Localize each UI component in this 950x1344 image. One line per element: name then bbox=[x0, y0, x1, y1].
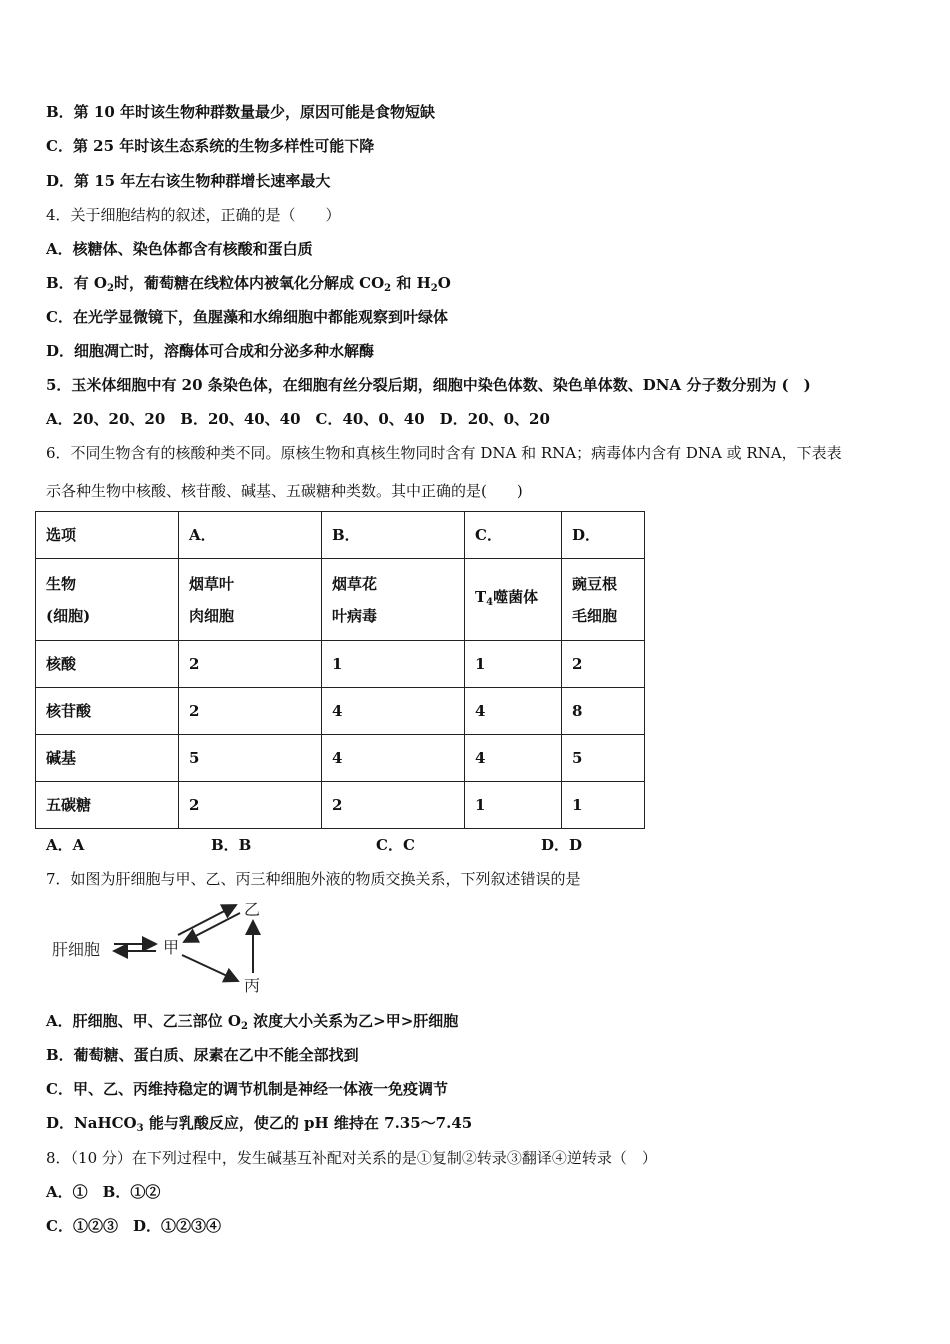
q4-stem: 4．关于细胞结构的叙述，正确的是（ ） bbox=[46, 206, 341, 224]
table-cell: 4 bbox=[465, 688, 562, 735]
table-row bbox=[36, 735, 645, 782]
table-cell: 选项 bbox=[36, 512, 179, 559]
q7-option-a bbox=[46, 1011, 458, 1037]
table-cell: 2 bbox=[562, 641, 645, 688]
subscript: 2 bbox=[106, 283, 114, 294]
cell-line: 豌豆根 bbox=[572, 574, 618, 593]
q7-stem: 7．如图为肝细胞与甲、乙、丙三种细胞外液的物质交换关系，下列叙述错误的是 bbox=[46, 870, 581, 888]
table-cell: 1 bbox=[562, 782, 645, 829]
table-cell: 核酸 bbox=[36, 641, 179, 688]
table-cell: 核苷酸 bbox=[36, 688, 179, 735]
label-liver-cell: 肝细胞 bbox=[52, 940, 101, 959]
cell-line: 烟草叶 bbox=[189, 574, 235, 593]
q6-stem-line1: 6．不同生物含有的核酸种类不同。原核生物和真核生物同时含有 DNA 和 RNA；病毒体内含有 DNA 或 RNA，下表表 bbox=[46, 444, 842, 462]
q4-option-c: C．在光学显微镜下，鱼腥藻和水绵细胞中都能观察到叶绿体 bbox=[46, 308, 448, 326]
text-part: 噬菌体 bbox=[493, 587, 539, 606]
subscript: 2 bbox=[430, 283, 438, 294]
text-part: 和 H bbox=[391, 274, 431, 292]
table-cell bbox=[562, 559, 645, 641]
q5-stem: 5．玉米体细胞中有 20 条染色体，在细胞有丝分裂后期，细胞中染色体数、染色单体数、DNA 分子数分别为 ( ) bbox=[46, 376, 811, 394]
q3-option-b: B．第 10 年时该生物种群数量最少，原因可能是食物短缺 bbox=[46, 103, 435, 121]
q6-option-c: C．C bbox=[376, 836, 415, 854]
q6-option-a: A．A bbox=[46, 836, 85, 854]
cell-line: (细胞) bbox=[46, 606, 91, 625]
table-cell: 4 bbox=[465, 735, 562, 782]
table-cell: B． bbox=[322, 512, 465, 559]
fluid-exchange-diagram bbox=[50, 895, 280, 1000]
text-part: B．有 O bbox=[46, 274, 107, 292]
table-cell: 2 bbox=[322, 782, 465, 829]
table-cell bbox=[179, 559, 322, 641]
q7-option-d bbox=[46, 1113, 472, 1139]
table-cell: 4 bbox=[322, 735, 465, 782]
table-row bbox=[36, 641, 645, 688]
q8-options-line2: C．①②③ D．①②③④ bbox=[46, 1217, 221, 1235]
table-cell: 5 bbox=[179, 735, 322, 782]
cell-line: 肉细胞 bbox=[189, 606, 235, 625]
table-row bbox=[36, 782, 645, 829]
text-part: 浓度大小关系为乙>甲>肝细胞 bbox=[247, 1012, 459, 1030]
q7-option-c: C．甲、乙、丙维持稳定的调节机制是神经一体液一免疫调节 bbox=[46, 1080, 448, 1098]
table-cell: 1 bbox=[465, 782, 562, 829]
table-row bbox=[36, 688, 645, 735]
table-cell: 1 bbox=[322, 641, 465, 688]
cell-line: 烟草花 bbox=[332, 574, 378, 593]
table-cell bbox=[322, 559, 465, 641]
table-cell: 2 bbox=[179, 641, 322, 688]
q4-option-a: A．核糖体、染色体都含有核酸和蛋白质 bbox=[46, 240, 313, 258]
subscript: 2 bbox=[384, 283, 392, 294]
arrow-jia-to-bing bbox=[182, 955, 238, 981]
subscript: 4 bbox=[486, 596, 494, 608]
q8-options-line1: A．① B．①② bbox=[46, 1183, 161, 1201]
text-part: 能与乳酸反应，使乙的 pH 维持在 7.35～7.45 bbox=[143, 1114, 473, 1132]
q8-stem: 8．（10 分）在下列过程中，发生碱基互补配对关系的是①复制②转录③翻译④逆转录（ ） bbox=[46, 1149, 657, 1167]
text-part: D．NaHCO bbox=[46, 1114, 137, 1132]
table-cell: 1 bbox=[465, 641, 562, 688]
cell-line: 生物 bbox=[46, 574, 77, 593]
text-part: 时，葡萄糖在线粒体内被氧化分解成 CO bbox=[113, 274, 385, 292]
text-part: T bbox=[475, 587, 487, 606]
q3-option-c: C．第 25 年时该生态系统的生物多样性可能下降 bbox=[46, 137, 375, 155]
table-row-organism bbox=[36, 559, 645, 641]
label-bing: 丙 bbox=[244, 976, 261, 995]
q6-options bbox=[46, 834, 646, 854]
table-header-row bbox=[36, 512, 645, 559]
table-cell: 碱基 bbox=[36, 735, 179, 782]
text-part: O bbox=[437, 274, 451, 292]
subscript: 3 bbox=[136, 1123, 144, 1134]
cell-line: 叶病毒 bbox=[332, 606, 378, 625]
q6-stem-line2: 示各种生物中核酸、核苷酸、碱基、五碳糖种类数。其中正确的是( ) bbox=[46, 482, 523, 500]
subscript: 2 bbox=[240, 1021, 248, 1032]
text-part: A．肝细胞、甲、乙三部位 O bbox=[46, 1012, 241, 1030]
table-cell: 五碳糖 bbox=[36, 782, 179, 829]
q6-option-b: B．B bbox=[211, 836, 252, 854]
table-cell: C． bbox=[465, 512, 562, 559]
q6-option-d: D．D bbox=[541, 836, 583, 854]
q4-option-b bbox=[46, 273, 451, 299]
label-jia: 甲 bbox=[163, 938, 180, 957]
table-cell: 4 bbox=[322, 688, 465, 735]
q5-options: A．20、20、20 B．20、40、40 C．40、0、40 D．20、0、20 bbox=[46, 410, 550, 428]
cell-line: 毛细胞 bbox=[572, 606, 618, 625]
table-cell: 2 bbox=[179, 782, 322, 829]
table-cell: 5 bbox=[562, 735, 645, 782]
q6-table bbox=[35, 511, 645, 829]
q4-option-d: D．细胞凋亡时，溶酶体可合成和分泌多种水解酶 bbox=[46, 342, 375, 360]
table-cell bbox=[465, 559, 562, 641]
label-yi: 乙 bbox=[244, 900, 261, 919]
table-cell: 2 bbox=[179, 688, 322, 735]
table-cell bbox=[36, 559, 179, 641]
table-cell: 8 bbox=[562, 688, 645, 735]
table-cell: D． bbox=[562, 512, 645, 559]
table-cell: A． bbox=[179, 512, 322, 559]
q3-option-d: D．第 15 年左右该生物种群增长速率最大 bbox=[46, 172, 331, 190]
q7-option-b: B．葡萄糖、蛋白质、尿素在乙中不能全部找到 bbox=[46, 1046, 359, 1064]
